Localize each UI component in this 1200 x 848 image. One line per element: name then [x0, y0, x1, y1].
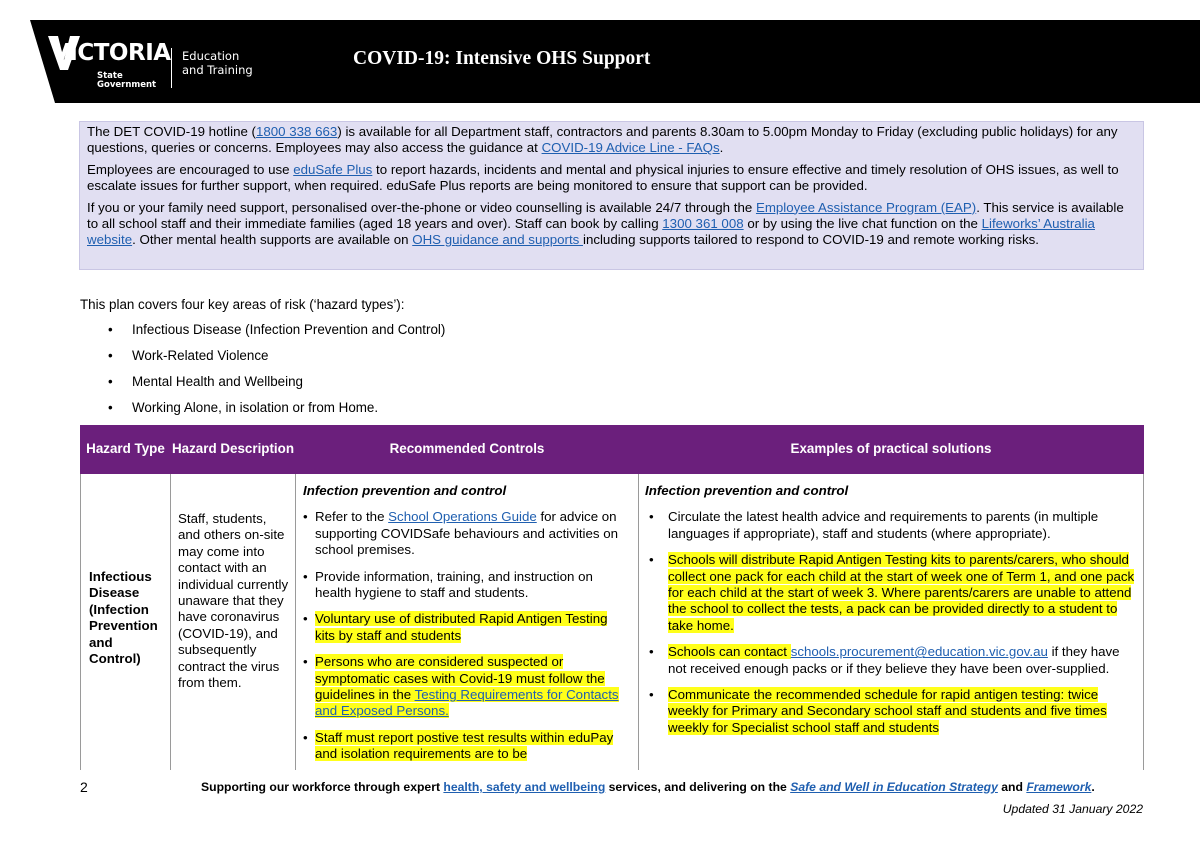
risk-area-item: • Infectious Disease (Infection Prevention and Control) [80, 322, 445, 348]
logo-wordmark: VICTORIA [52, 40, 171, 66]
footer-tagline [201, 779, 1095, 795]
updated-date: Updated 31 January 2022 [1002, 802, 1143, 816]
edusafe-plus-link[interactable]: eduSafe Plus [293, 161, 373, 177]
logo-sub-line-2: Government [97, 80, 157, 90]
framework-link[interactable]: Framework [1026, 780, 1092, 794]
department-name [182, 49, 253, 77]
eap-link[interactable]: Employee Assistance Program (EAP) [755, 199, 977, 215]
eap-phone-link[interactable]: 1300 361 008 [662, 216, 744, 232]
dept-line-1: Education [182, 49, 240, 63]
lifeworks-link[interactable]: Lifeworks’ Australia website [87, 216, 1095, 248]
covid-advice-faq-link[interactable]: COVID-19 Advice Line - FAQs [541, 140, 720, 156]
info-text: The DET COVID-19 hotline ( [87, 124, 256, 139]
info-text: to report hazards, incidents and mental and physical injuries to ensure effective and timely resolution of OHS issues, as well to escalate issues for further support, when required. eduSafe Plus reports are being monitored to ensure that support can be provided. [87, 161, 1119, 194]
procurement-email-link[interactable]: schools.procurement@education.vic.gov.au [790, 644, 1048, 660]
control-text-highlighted: Voluntary use of distributed Rapid Antigen Testing kits by staff and students [315, 611, 608, 643]
school-operations-guide-link[interactable]: School Operations Guide [388, 509, 537, 525]
hazard-type-cell: Infectious Disease (Infection Prevention and Control) [81, 474, 171, 771]
control-item [303, 569, 630, 602]
logo-sub-line-1: State [97, 71, 123, 81]
controls-cell [296, 474, 639, 771]
health-safety-wellbeing-link[interactable]: health, safety and wellbeing [443, 780, 606, 794]
table-row [81, 474, 1144, 771]
hotline-phone-link[interactable]: 1800 338 663 [255, 124, 338, 139]
info-text: . Other mental health supports are available on [132, 232, 413, 248]
example-text-highlighted: Communicate the recommended schedule for rapid antigen testing: twice weekly for Primary and Secondary school staff and students and five times weekly for Specialist school staff and students [668, 687, 1107, 735]
control-text: for advice on supporting COVIDSafe behaviours and activities on school premises. [315, 509, 619, 558]
footer-text: and [997, 780, 1027, 794]
risk-area-list [80, 322, 445, 426]
control-text: Refer to the [315, 509, 389, 525]
dept-line-2: and Training [182, 63, 253, 77]
example-text: if they have not received enough packs or if they believe they have been over-supplied. [668, 644, 1120, 676]
header-practical-solutions: Examples of practical solutions [639, 426, 1144, 474]
logo-divider [171, 48, 172, 88]
header-hazard-type: Hazard Type [81, 426, 171, 474]
controls-subheading: Infection prevention and control [303, 483, 507, 498]
examples-cell [639, 474, 1144, 771]
info-edusafe-paragraph [87, 162, 1136, 195]
examples-subheading: Infection prevention and control [645, 483, 849, 498]
header-recommended-controls: Recommended Controls [296, 426, 639, 474]
examples-list [645, 509, 1135, 736]
info-text: . This service is available to all school staff and their immediate families (aged 18 years and over). Staff can book by calling [87, 199, 1124, 232]
example-item [645, 552, 1135, 634]
info-text: . [719, 140, 724, 156]
control-text-highlighted: Staff must report postive test results within eduPay and isolation requirements are to be [315, 729, 614, 762]
info-text: Employees are encouraged to use [87, 161, 294, 177]
header-hazard-description: Hazard Description [171, 426, 296, 474]
logo-subtitle [97, 72, 156, 90]
page-number: 2 [80, 779, 88, 795]
info-box [79, 121, 1144, 270]
control-item [303, 654, 630, 720]
info-text: If you or your family need support, personalised over-the-phone or video counselling is available 24/7 through the [87, 199, 756, 215]
control-item [303, 730, 630, 763]
example-text: Circulate the latest health advice and requirements to parents (in multiple languages if appropriate), staff and students (where appropriate). [668, 509, 1099, 541]
risk-controls-table [80, 425, 1144, 770]
controls-list [303, 509, 630, 762]
risk-area-item: • Mental Health and Wellbeing [80, 374, 445, 400]
risk-area-item: • Work-Related Violence [80, 348, 445, 374]
plan-intro: This plan covers four key areas of risk (‘hazard types’): [80, 297, 405, 312]
safe-and-well-strategy-link[interactable]: Safe and Well in Education Strategy [790, 780, 998, 794]
example-text-highlighted: Schools can contact [668, 644, 791, 660]
footer-text: services, and delivering on the [605, 780, 791, 794]
info-text: including supports tailored to respond to COVID-19 and remote working risks. [582, 232, 1039, 248]
info-support-paragraph [87, 200, 1136, 249]
example-item [645, 687, 1135, 736]
control-item [303, 509, 630, 558]
control-text: Provide information, training, and instruction on health hygiene to staff and students. [315, 568, 593, 601]
example-item [645, 509, 1135, 542]
info-text: or by using the live chat function on the [743, 216, 982, 232]
testing-requirements-link[interactable]: Testing Requirements for Contacts and Exposed Persons. [315, 687, 619, 719]
example-text-highlighted: Schools will distribute Rapid Antigen Testing kits to parents/carers, who should collect one pack for each child at the start of week one of Term 1, and one pack for each child at the start of week 3. Where parents/carers are unable to attend the school to collect the tests, a pack can be provided directly to a student to take home. [668, 552, 1135, 633]
footer-text: Supporting our workforce through expert [201, 780, 444, 794]
control-text-highlighted: Persons who are considered suspected or symptomatic cases with Covid-19 must follow the guidelines in the [315, 654, 605, 703]
ohs-guidance-link[interactable]: OHS guidance and supports [412, 232, 583, 248]
document-title: COVID-19: Intensive OHS Support [353, 48, 651, 69]
info-text: ) is available for all Department staff, contractors and parents 8.30am to 5.00pm Monday to Friday (excluding public holidays) for any questions, queries or concerns. Employees may also access the guidance at [87, 124, 1118, 156]
info-hotline-paragraph [87, 124, 1136, 157]
table-header-row [81, 426, 1144, 474]
hazard-description-cell: Staff, students, and others on-site may come into contact with an individual currently unaware that they have coronavirus (COVID-19), and subsequently contract the virus from them. [171, 474, 296, 771]
header-band [0, 0, 1200, 103]
example-item [645, 644, 1135, 677]
footer-text: . [1091, 780, 1095, 794]
control-item [303, 611, 630, 644]
risk-area-item: • Working Alone, in isolation or from Home. [80, 400, 445, 426]
